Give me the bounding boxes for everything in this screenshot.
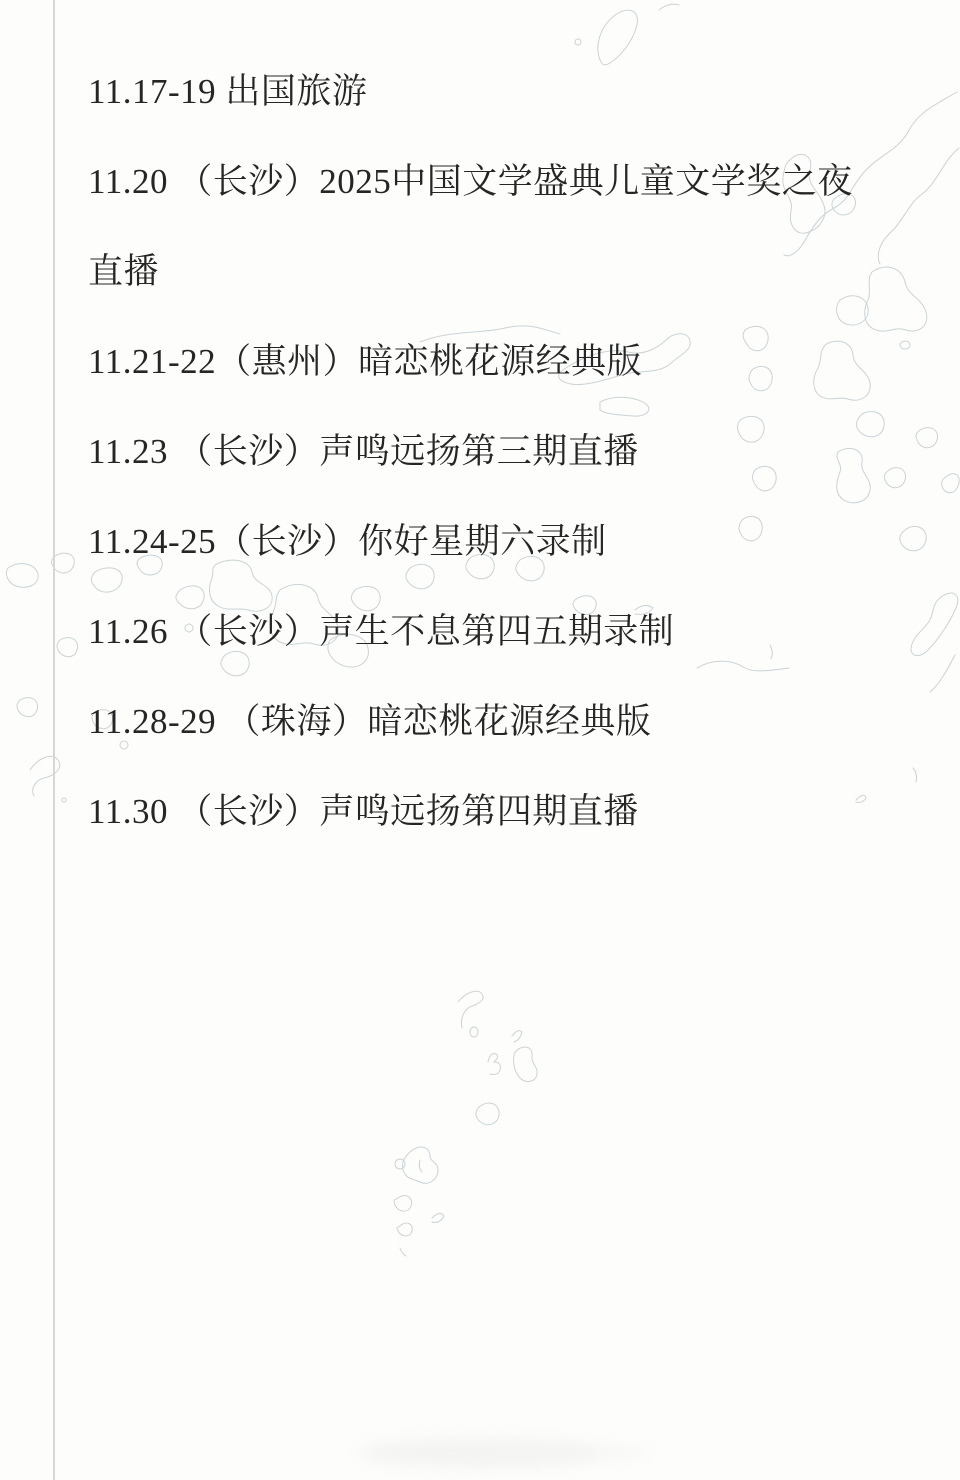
schedule-line: 11.26 （长沙）声生不息第四五期录制 [88,612,675,651]
schedule-line: 11.30 （长沙）声鸣远扬第四期直播 [88,792,639,831]
schedule-line: 11.28-29 （珠海）暗恋桃花源经典版 [88,702,652,741]
schedule-line: 11.21-22（惠州）暗恋桃花源经典版 [88,342,643,381]
schedule-line: 直播 [88,252,160,291]
page-margin-line [53,0,55,1480]
bottom-smudge [470,1445,650,1461]
schedule-line: 11.24-25（长沙）你好星期六录制 [88,522,607,561]
schedule-line: 11.23 （长沙）声鸣远扬第三期直播 [88,432,639,471]
schedule-line: 11.17-19 出国旅游 [88,72,368,111]
schedule-line: 11.20 （长沙）2025中国文学盛典儿童文学奖之夜 [88,162,853,201]
schedule-list [88,44,918,854]
